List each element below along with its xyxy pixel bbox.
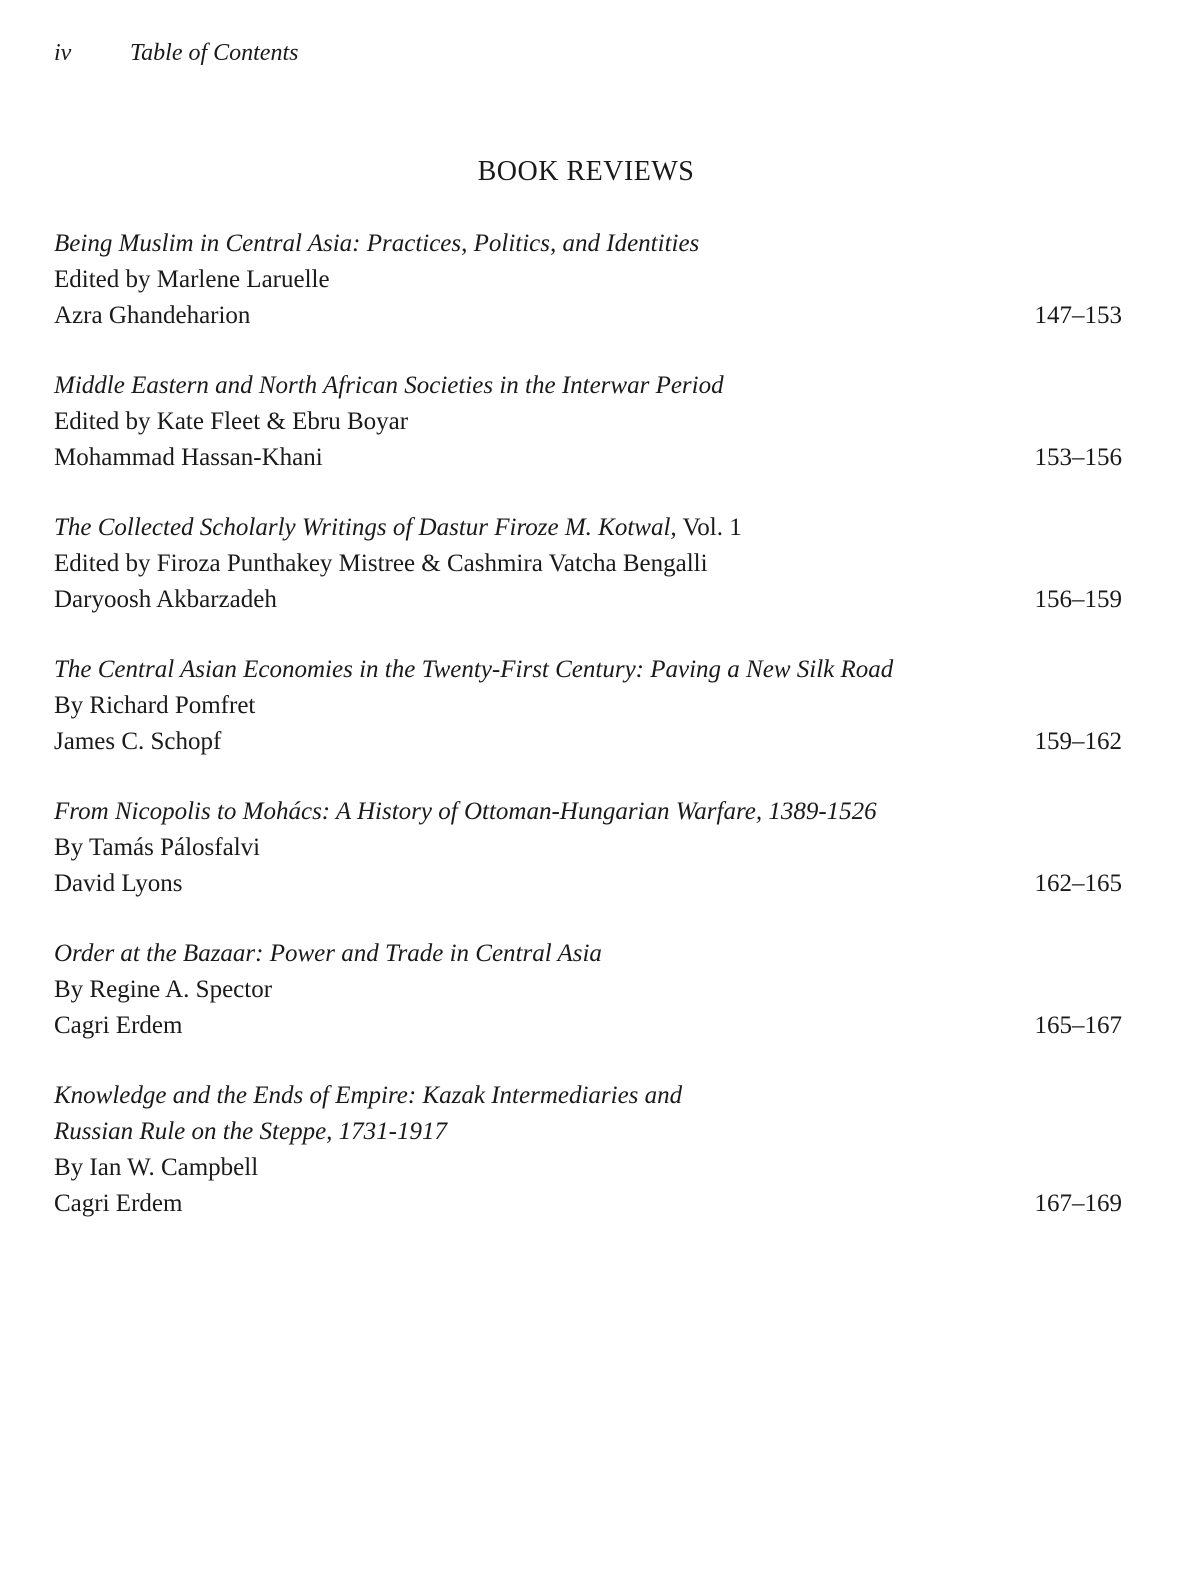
reviewer-row xyxy=(54,724,1122,760)
reviewer-row xyxy=(54,582,1122,618)
review-entry xyxy=(54,226,1122,334)
book-credit: By Richard Pomfret xyxy=(54,692,256,719)
reviewer-row xyxy=(54,298,1122,334)
page-range: 162–165 xyxy=(1034,870,1122,897)
reviewer-row xyxy=(54,866,1122,902)
book-title-line: Middle Eastern and North African Societies in the Interwar Period xyxy=(54,372,724,399)
section-heading: BOOK REVIEWS xyxy=(477,156,695,187)
book-title xyxy=(54,510,1122,546)
reviewer-name: Daryoosh Akbarzadeh xyxy=(54,586,277,613)
reviewer-name: James C. Schopf xyxy=(54,728,222,755)
reviewer-name: Cagri Erdem xyxy=(54,1012,183,1039)
book-title-line: The Collected Scholarly Writings of Dastur Firoze M. Kotwal, xyxy=(54,514,677,541)
book-title-line: Order at the Bazaar: Power and Trade in Central Asia xyxy=(54,940,602,967)
book-title-volume: Vol. 1 xyxy=(676,514,742,541)
reviewer-row xyxy=(54,1186,1122,1222)
reviewer-name: Azra Ghandeharion xyxy=(54,302,251,329)
book-title-line: Knowledge and the Ends of Empire: Kazak Intermediaries and xyxy=(54,1082,683,1109)
book-credit: Edited by Kate Fleet & Ebru Boyar xyxy=(54,408,409,435)
review-entry xyxy=(54,936,1122,1044)
book-title xyxy=(54,226,1122,262)
review-entry xyxy=(54,510,1122,618)
book-credit: Edited by Marlene Laruelle xyxy=(54,266,330,293)
page-range: 156–159 xyxy=(1034,586,1122,613)
book-review-list xyxy=(54,226,1122,1256)
reviewer-name: Mohammad Hassan-Khani xyxy=(54,444,323,471)
page-number: iv xyxy=(54,40,72,66)
reviewer-name: David Lyons xyxy=(54,870,183,897)
review-entry xyxy=(54,1078,1122,1222)
reviewer-name: Cagri Erdem xyxy=(54,1190,183,1217)
book-credit: By Regine A. Spector xyxy=(54,976,273,1003)
page-range: 153–156 xyxy=(1034,444,1122,471)
book-credit: By Ian W. Campbell xyxy=(54,1154,259,1181)
page-range: 147–153 xyxy=(1034,302,1122,329)
book-title xyxy=(54,794,1122,830)
book-title xyxy=(54,368,1122,404)
review-entry xyxy=(54,794,1122,902)
running-head xyxy=(54,38,298,68)
page-range: 159–162 xyxy=(1034,728,1122,755)
running-head-title: Table of Contents xyxy=(130,40,299,66)
reviewer-row xyxy=(54,1008,1122,1044)
page-range: 167–169 xyxy=(1034,1190,1122,1217)
page-range: 165–167 xyxy=(1034,1012,1122,1039)
book-title-line: From Nicopolis to Mohács: A History of Ottoman-Hungarian Warfare, 1389-1526 xyxy=(54,798,877,825)
reviewer-row xyxy=(54,440,1122,476)
review-entry xyxy=(54,368,1122,476)
book-credit: Edited by Firoza Punthakey Mistree & Cashmira Vatcha Bengalli xyxy=(54,550,708,577)
book-credit: By Tamás Pálosfalvi xyxy=(54,834,261,861)
book-title-line: Being Muslim in Central Asia: Practices, Politics, and Identities xyxy=(54,230,700,257)
book-title-line: Russian Rule on the Steppe, 1731-1917 xyxy=(54,1118,447,1145)
review-entry xyxy=(54,652,1122,760)
book-title xyxy=(54,652,1122,688)
book-title xyxy=(54,936,1122,972)
book-title-line: The Central Asian Economies in the Twenty-First Century: Paving a New Silk Road xyxy=(54,656,894,683)
